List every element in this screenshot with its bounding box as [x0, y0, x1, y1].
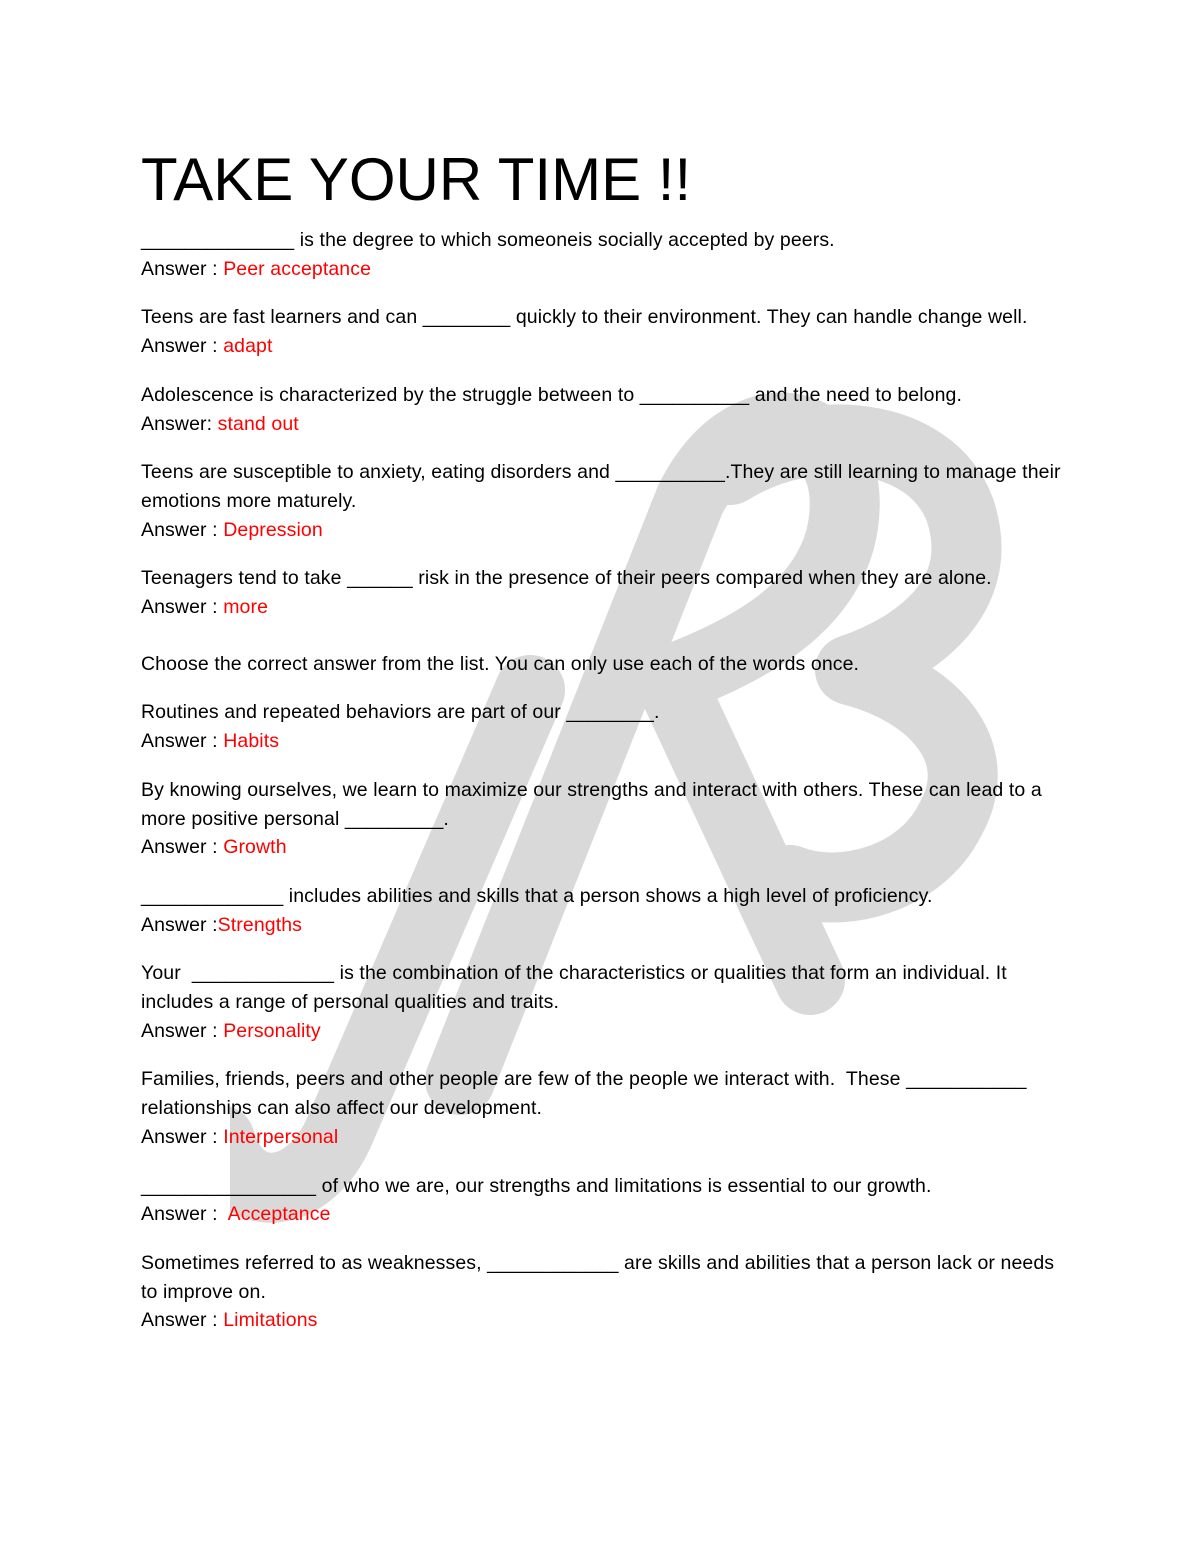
- answer-label: Answer :: [141, 730, 224, 753]
- question-block: [141, 1249, 1071, 1335]
- question-block: [141, 959, 1071, 1045]
- answer-line: [141, 1306, 1071, 1335]
- answer-value: Habits: [223, 730, 280, 753]
- question-text: Your _____________ is the combination of the characteristics or qualities that form an individual. It includes a range of personal qualities and traits.: [141, 962, 1013, 1014]
- answer-line: [141, 727, 1071, 756]
- answer-line: [141, 1200, 1071, 1229]
- answer-line: [141, 516, 1071, 545]
- question-text: Adolescence is characterized by the struggle between to __________ and the need to belong.: [141, 383, 963, 406]
- question-text: Teens are fast learners and can ________ quickly to their environment. They can handle change well.: [141, 306, 1028, 329]
- question-block: [141, 1065, 1071, 1151]
- answer-value: Peer acceptance: [223, 257, 372, 280]
- question-text: Teens are susceptible to anxiety, eating disorders and __________.They are still learning to manage their emotions more maturely.: [141, 461, 1067, 512]
- question-block: [141, 226, 1071, 283]
- question-block: [141, 882, 1071, 939]
- answer-label: Answer :: [141, 1125, 224, 1148]
- question-block: [141, 776, 1071, 862]
- answer-line: [141, 833, 1071, 862]
- answer-value: Interpersonal: [223, 1125, 339, 1148]
- answer-label: Answer :: [141, 596, 224, 619]
- answer-label: Answer :: [141, 1203, 228, 1226]
- question-block: [141, 303, 1071, 360]
- question-block: [141, 458, 1071, 544]
- instruction-text: Choose the correct answer from the list. You can only use each of the words once.: [141, 652, 860, 675]
- answer-label: Answer :: [141, 257, 224, 280]
- answer-value: stand out: [217, 412, 299, 435]
- answer-label: Answer :: [141, 1019, 224, 1042]
- question-text: ________________ of who we are, our strengths and limitations is essential to our growth.: [141, 1174, 932, 1197]
- question-block: [141, 564, 1071, 621]
- question-text: Sometimes referred to as weaknesses, ____________ are skills and abilities that a person lack or needs to improve on.: [141, 1251, 1060, 1303]
- answer-label: Answer :: [141, 836, 224, 859]
- question-text: ______________ is the degree to which someoneis socially accepted by peers.: [141, 229, 835, 251]
- answer-value: more: [223, 596, 269, 619]
- answer-value: Limitations: [223, 1309, 318, 1332]
- question-text: Teenagers tend to take ______ risk in the presence of their peers compared when they are alone.: [141, 567, 992, 590]
- answer-line: [141, 332, 1071, 361]
- answer-label: Answer :: [141, 518, 224, 541]
- answer-label: Answer :: [141, 913, 218, 936]
- answer-line: [141, 1123, 1071, 1152]
- question-block: [141, 381, 1071, 438]
- answer-line: [141, 593, 1071, 622]
- question-text: By knowing ourselves, we learn to maximize our strengths and interact with others. These can lead to a more positive personal _________.: [141, 778, 1048, 830]
- question-text: _____________ includes abilities and skills that a person shows a high level of proficiency.: [141, 884, 933, 907]
- answer-value: adapt: [223, 335, 273, 358]
- question-text: Routines and repeated behaviors are part of our ________.: [141, 701, 660, 724]
- answer-value: Personality: [223, 1019, 321, 1042]
- question-block: [141, 698, 1071, 755]
- answer-line: [141, 410, 1071, 439]
- answer-line: [141, 911, 1071, 940]
- question-block: [141, 1172, 1071, 1229]
- answer-value: Depression: [223, 518, 323, 541]
- worksheet: [141, 140, 1071, 1335]
- answer-label: Answer :: [141, 1309, 224, 1332]
- answer-value: Strengths: [217, 913, 303, 936]
- answer-label: Answer :: [141, 335, 224, 358]
- page-title: TAKE YOUR TIME !!: [141, 146, 692, 213]
- answer-line: [141, 1017, 1071, 1046]
- answer-label: Answer:: [141, 412, 218, 435]
- question-text: Families, friends, peers and other people are few of the people we interact with. These ___________ relationships can also affect our development.: [141, 1068, 1033, 1120]
- answer-line: [141, 255, 1071, 284]
- answer-value: Growth: [223, 836, 287, 859]
- answer-value: Acceptance: [227, 1203, 331, 1226]
